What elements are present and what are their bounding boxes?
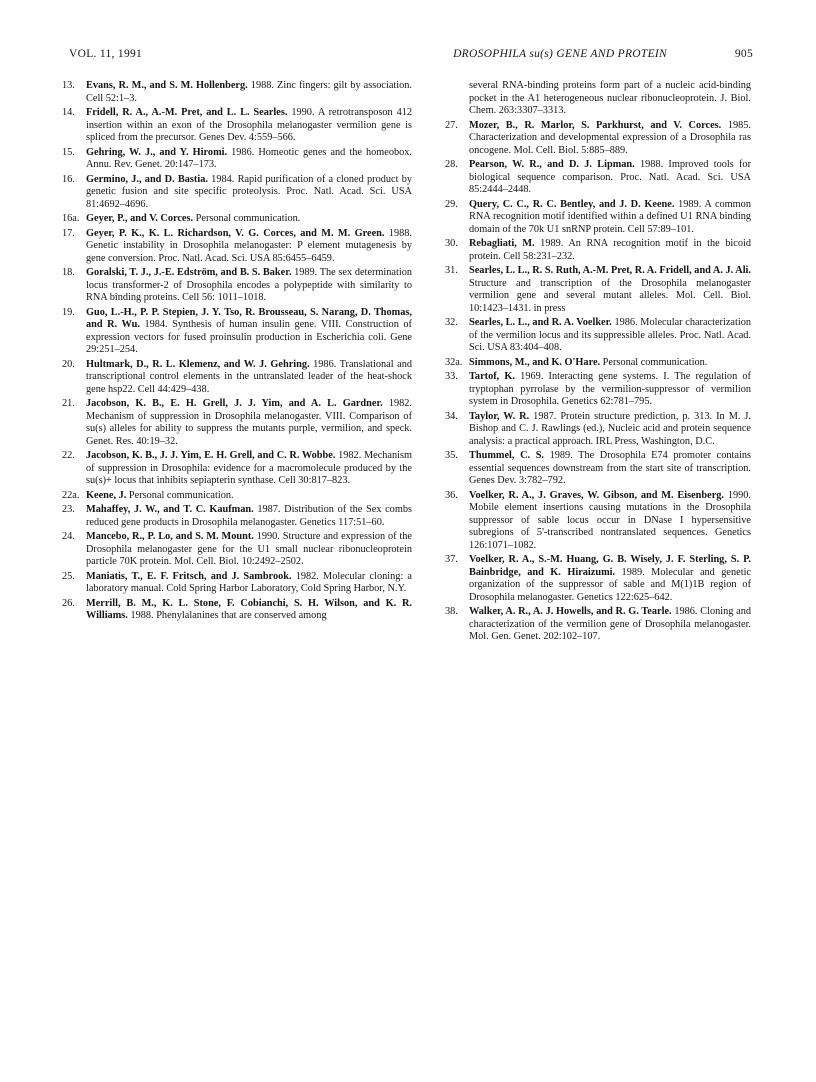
reference-authors: Geyer, P., and V. Corces.: [86, 213, 194, 224]
reference-text: 1989. A common RNA recognition motif identified within a defined U1 RNA binding domain of the 70k U1 snRNP protein. Cell 57:89–101.: [469, 198, 751, 235]
reference-authors: Gehring, W. J., and Y. Hiromi.: [86, 146, 228, 158]
reference-number: 28.: [445, 159, 458, 170]
reference-text: 1989. The sex determination locus transformer-2 of Drosophila encodes a polypeptide with similarity to RNA binding proteins. Cell 56: 1011–1018.: [86, 267, 413, 303]
reference-text: Structure and transcription of the Drosophila melanogaster vermilion gene and several mutant alleles. Mol. Cell. Biol. 10:1423–1431. in press: [469, 277, 751, 314]
reference-item: [445, 199, 751, 237]
reference-number: 16.: [62, 173, 75, 185]
reference-authors: Mozer, B., R. Marlor, S. Parkhurst, and V. Corces.: [469, 119, 722, 131]
reference-item: [445, 317, 751, 355]
reference-text: 1987. Protein structure prediction, p. 313. In M. J. Bishop and C. J. Rawlings (ed.), Nucleic acid and protein sequence analysis: a practical approach. IRL Press, Washington, D.C.: [469, 410, 751, 447]
reference-authors: Voelker, R. A., S.-M. Huang, G. B. Wisely, J. F. Sterling, S. P. Bainbridge, and K. Hiraizumi.: [469, 554, 751, 578]
reference-text: 1988. Phenylalanines that are conserved among: [127, 610, 327, 621]
reference-item: [62, 80, 412, 105]
reference-authors: Keene, J.: [86, 489, 127, 501]
reference-authors: Thummel, C. S.: [469, 450, 544, 461]
reference-authors: Mancebo, R., P. Lo, and S. M. Mount.: [86, 531, 254, 542]
reference-text: Personal communication.: [600, 356, 708, 368]
running-title: DROSOPHILA su(s) GENE AND PROTEIN: [453, 48, 667, 60]
reference-item: [62, 174, 412, 212]
reference-item: [445, 606, 751, 644]
reference-text: 1990. Structure and expression of the Drosophila melanogaster gene for the U1 small nuclear ribonucleoprotein particle 70K protein. Mol. Cell. Biol. 10:2492–2502.: [86, 531, 412, 567]
reference-item: [62, 571, 412, 596]
reference-item: [62, 107, 412, 145]
reference-text: 1987. Distribution of the Sex combs reduced gene products in Drosophila melanogaster. Genetics 117:51–60.: [86, 504, 412, 528]
reference-number: 36.: [445, 489, 458, 501]
reference-authors: Voelker, R. A., J. Graves, W. Gibson, and M. Eisenberg.: [469, 489, 725, 501]
reference-number: 17.: [62, 227, 75, 239]
reference-item: [445, 159, 751, 197]
reference-text: 1990. Mobile element insertions causing mutations in the Drosophila suppressor of sable locus occur in DNase I hypersensitive subregions of 5'-transcribed nontranslated sequences. Genetics 126:1071–1082.: [469, 489, 751, 551]
reference-number: 37.: [445, 554, 458, 565]
reference-item: [62, 450, 412, 488]
reference-number: 22a.: [62, 489, 80, 501]
reference-number: 22.: [62, 450, 75, 461]
page-number: 905: [734, 48, 753, 60]
reference-item: [445, 120, 751, 158]
reference-text: 1982. Mechanism of suppression in Drosophila: evidence for a macromolecule produced by the su(s)+ locus that inhibits sepiapterin synthase. Cell 30:817–823.: [86, 450, 413, 486]
reference-item: [445, 490, 751, 553]
reference-item: [62, 504, 412, 529]
references-column-left: [62, 80, 412, 625]
reference-authors: Goralski, T. J., J.-E. Edström, and B. S. Baker.: [86, 267, 292, 278]
reference-number: 38.: [445, 606, 458, 617]
reference-text: Personal communication.: [126, 489, 234, 501]
running-header: [69, 48, 753, 64]
volume-year: VOL. 11, 1991: [69, 48, 143, 60]
reference-authors: Searles, L. L., R. S. Ruth, A.-M. Pret, R. A. Fridell, and A. J. Ali.: [469, 265, 751, 276]
reference-number: 23.: [62, 504, 75, 515]
reference-authors: Merrill, B. M., K. L. Stone, F. Cobianchi, S. H. Wilson, and K. R. Williams.: [86, 597, 412, 621]
reference-item: [62, 398, 412, 448]
reference-authors: Walker, A. R., A. J. Howells, and R. G. Tearle.: [469, 606, 672, 617]
reference-number: 29.: [445, 198, 458, 210]
reference-authors: Jacobson, K. B., E. H. Grell, J. J. Yim, and A. L. Gardner.: [86, 398, 383, 409]
reference-number: 24.: [62, 531, 75, 542]
reference-authors: Jacobson, K. B., J. J. Yim, E. H. Grell, and C. R. Wobbe.: [86, 450, 336, 461]
reference-authors: Taylor, W. R.: [469, 410, 530, 422]
reference-authors: Fridell, R. A., A.-M. Pret, and L. L. Searles.: [86, 107, 288, 118]
reference-authors: Hultmark, D., R. L. Klemenz, and W. J. Gehring.: [86, 358, 310, 370]
reference-authors: Pearson, W. R., and D. J. Lipman.: [469, 159, 635, 170]
reference-text: 1982. Mechanism of suppression in Drosophila melanogaster. VIII. Comparison of su(s) alleles for ability to suppress the mutants purple, vermilion, and speck. Genet. Res. 40:19–32.: [86, 398, 412, 447]
reference-number: 20.: [62, 358, 75, 370]
reference-text: 1989. An RNA recognition motif in the bicoid protein. Cell 58:231–232.: [469, 238, 751, 262]
reference-item: [62, 147, 412, 172]
reference-number: 16a.: [62, 213, 80, 224]
reference-text: 1988. Improved tools for biological sequence comparison. Proc. Natl. Acad. Sci. USA 85:2444–2448.: [469, 159, 751, 195]
reference-number: 32.: [445, 317, 458, 328]
reference-number: 35.: [445, 450, 458, 461]
reference-text: 1989. The Drosophila E74 promoter contains essential sequences downstream from the start site of transcription. Genes Dev. 3:782–792.: [469, 450, 751, 486]
reference-text: 1986. Translational and transcriptional control elements in the untranslated leader of the heat-shock gene hsp22. Cell 44:429–438.: [86, 358, 412, 395]
reference-text: 1986. Cloning and characterization of the vermilion gene of Drosophila melanogaster. Mol. Gen. Genet. 202:102–107.: [469, 606, 751, 642]
reference-item: [445, 554, 751, 604]
reference-number: 21.: [62, 398, 75, 409]
reference-text: 1989. Molecular and genetic organization of the suppressor of sable and M(1)1B region of Drosophila melanogaster. Genetics 122:625–642.: [469, 566, 751, 603]
reference-number: 14.: [62, 107, 75, 118]
reference-continuation: several RNA-binding proteins form part of a nucleic acid-binding pocket in the A1 heterogeneous nuclear ribonucleoprotein. J. Biol. Chem. 263:3307–3313.: [469, 80, 751, 116]
reference-authors: Searles, L. L., and R. A. Voelker.: [469, 317, 612, 328]
reference-authors: Germino, J., and D. Bastia.: [86, 173, 208, 185]
reference-item: [62, 598, 412, 623]
reference-text: 1988. Genetic instability in Drosophila melanogaster: P element mutagenesis by gene conversion. Proc. Natl. Acad. Sci. USA 85:6455–6459.: [86, 227, 413, 264]
reference-authors: Evans, R. M., and S. M. Hollenberg.: [86, 80, 248, 91]
reference-number: 18.: [62, 267, 75, 278]
reference-text: 1985. Characterization and developmental expression of a Drosophila ras oncogene. Mol. Cell. Biol. 5:885–889.: [469, 119, 751, 156]
reference-text: 1984. Rapid purification of a cloned product by genetic fusion and site specific proteolysis. Proc. Natl. Acad. Sci. USA 81:4692–4696.: [86, 173, 412, 210]
reference-text: 1986. Molecular characterization of the vermilion locus and its suppressible alleles. Proc. Natl. Acad. Sci. USA 83:404–408.: [469, 317, 751, 353]
reference-text: 1988. Zinc fingers: gilt by association. Cell 52:1–3.: [86, 80, 412, 104]
reference-number: 31.: [445, 265, 458, 276]
reference-item: [62, 213, 412, 226]
reference-authors: Simmons, M., and K. O'Hare.: [469, 356, 601, 368]
reference-text: 1984. Synthesis of human insulin gene. VIII. Construction of expression vectors for fused proinsulin production in Escherichia coli. Gene 29:251–254.: [86, 319, 412, 355]
reference-item: [62, 228, 412, 266]
reference-item: [445, 238, 751, 263]
reference-authors: Query, C. C., R. C. Bentley, and J. D. Keene.: [469, 198, 675, 210]
reference-item: [445, 371, 751, 409]
reference-number: 33.: [445, 371, 458, 382]
reference-item: [445, 411, 751, 449]
reference-item: [62, 267, 412, 305]
reference-number: 27.: [445, 119, 458, 131]
reference-number: 34.: [445, 410, 458, 422]
reference-number: 26.: [62, 597, 75, 609]
reference-authors: Mahaffey, J. W., and T. C. Kaufman.: [86, 504, 254, 515]
reference-item: [445, 450, 751, 488]
reference-item: [62, 490, 412, 503]
reference-authors: Guo, L.-H., P. P. Stepien, J. Y. Tso, R. Brousseau, S. Narang, D. Thomas, and R. Wu.: [86, 306, 412, 330]
reference-item: [62, 359, 412, 397]
reference-text: 1969. Interacting gene systems. I. The regulation of tryptophan pyrrolase by the vermilion-suppressor of vermilion system in Drosophila. Genetics 62:781–795.: [469, 371, 751, 407]
reference-number: 25.: [62, 570, 75, 582]
reference-item: [445, 265, 751, 315]
reference-number: 13.: [62, 80, 75, 91]
reference-text: 1990. A retrotransposon 412 insertion within an exon of the Drosophila melanogaster vermilion gene is spliced from the precursor. Genes Dev. 4:559–566.: [86, 107, 413, 143]
reference-item: [62, 307, 412, 357]
reference-authors: Rebagliati, M.: [469, 238, 535, 249]
reference-number: 32a.: [445, 356, 463, 368]
reference-number: 30.: [445, 238, 458, 249]
reference-text: Personal communication.: [193, 213, 301, 224]
references-column-right: [445, 80, 751, 646]
reference-authors: Tartof, K.: [469, 371, 515, 382]
reference-authors: Geyer, P. K., K. L. Richardson, V. G. Corces, and M. M. Green.: [86, 227, 385, 239]
reference-item: [445, 357, 751, 370]
reference-number: 15.: [62, 146, 75, 158]
reference-item: [62, 531, 412, 569]
reference-number: 19.: [62, 306, 75, 318]
reference-text: 1986. Homeotic genes and the homeobox. Annu. Rev. Genet. 20:147–173.: [86, 146, 412, 170]
reference-authors: Maniatis, T., E. F. Fritsch, and J. Sambrook.: [86, 570, 292, 582]
reference-text: 1982. Molecular cloning: a laboratory manual. Cold Spring Harbor Laboratory, Cold Spring Harbor, N.Y.: [86, 570, 412, 594]
